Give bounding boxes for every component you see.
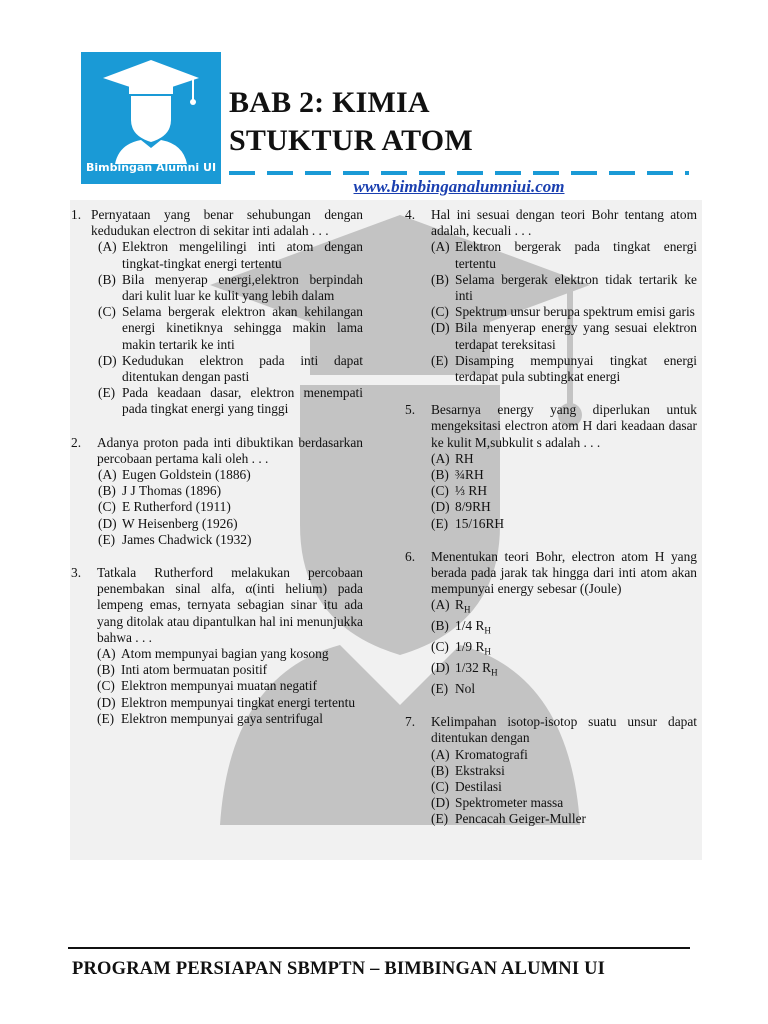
answer-option — [431, 239, 697, 271]
question-text: Hal ini sesuai dengan teori Bohr tentang atom adalah, kecuali . . . — [431, 207, 697, 239]
option-label: (B) — [431, 618, 449, 634]
answer-option — [431, 516, 697, 532]
answer-option — [98, 499, 363, 515]
logo-text: Bimbingan Alumni UI — [85, 161, 217, 174]
option-label: (A) — [97, 646, 116, 662]
option-label: (D) — [431, 499, 450, 515]
answer-option — [98, 239, 363, 271]
option-subscript: H — [491, 667, 498, 678]
question-5 — [405, 402, 697, 532]
option-label: (D) — [97, 694, 116, 710]
option-text: ⅓ RH — [455, 483, 487, 499]
answer-option — [431, 660, 697, 681]
answer-option — [431, 763, 697, 779]
answer-option — [98, 385, 363, 417]
question-text: Besarnya energy yang diperlukan untuk mengeksitasi electron atom H dari keadaan dasar ke kulit M,subkulit s adalah . . . — [431, 402, 697, 450]
question-text: Pernyataan yang benar sehubungan dengan kedudukan electron di sekitar inti adalah . . . — [91, 207, 363, 239]
answer-option — [98, 467, 363, 483]
option-text: W Heisenberg (1926) — [122, 515, 238, 531]
option-label: (B) — [97, 662, 115, 678]
option-label: (E) — [431, 811, 449, 827]
option-text: J J Thomas (1896) — [122, 483, 222, 499]
answer-option — [431, 795, 697, 811]
questions-right-column — [405, 207, 697, 845]
answer-option — [97, 662, 363, 678]
answer-option — [98, 353, 363, 385]
option-subscript: H — [484, 646, 491, 657]
option-label: (A) — [431, 239, 450, 255]
question-3 — [71, 565, 363, 727]
option-text — [455, 618, 697, 639]
option-label: (C) — [431, 778, 449, 794]
option-text: Elektron mempunyai gaya sentrifugal — [121, 710, 323, 726]
footer-text: PROGRAM PERSIAPAN SBMPTN – BIMBINGAN ALUMNI UI — [72, 959, 606, 979]
option-text: Elektron mengelilingi inti atom dengan tingkat-tingkat energi tertentu — [122, 239, 363, 271]
option-symbol: 1/9 R — [455, 639, 485, 655]
question-number: 2. — [71, 434, 82, 450]
option-symbol: R — [455, 597, 464, 613]
answer-option — [431, 353, 697, 385]
option-label: (A) — [431, 450, 450, 466]
option-text: Elektron mempunyai tingkat energi tertentu — [121, 694, 356, 710]
option-label: (D) — [98, 515, 117, 531]
option-label: (D) — [431, 320, 450, 336]
answer-option — [431, 597, 697, 618]
option-text: RH — [455, 450, 474, 466]
option-label: (E) — [98, 531, 116, 547]
option-label: (B) — [431, 271, 449, 287]
question-4 — [405, 207, 697, 385]
option-label: (B) — [431, 762, 449, 778]
option-subscript: H — [484, 626, 491, 637]
questions-left-column — [71, 207, 363, 744]
answer-option — [431, 451, 697, 467]
option-label: (B) — [98, 483, 116, 499]
answer-option — [431, 779, 697, 795]
option-text: 15/16RH — [455, 515, 505, 531]
option-text: Eugen Goldstein (1886) — [122, 467, 251, 483]
question-number: 4. — [405, 207, 416, 222]
answer-option — [98, 304, 363, 353]
answer-option — [431, 747, 697, 763]
website-link[interactable]: www.bimbinganalumniui.com — [353, 177, 565, 196]
option-label: (A) — [431, 597, 450, 613]
answer-option — [431, 272, 697, 304]
option-label: (D) — [98, 352, 117, 368]
option-text: ¾RH — [455, 467, 484, 483]
option-text: Destilasi — [455, 778, 502, 794]
question-1 — [71, 207, 363, 418]
option-symbol: 1/32 R — [455, 660, 492, 676]
question-number: 3. — [71, 565, 82, 581]
option-label: (C) — [431, 483, 449, 499]
answer-option — [98, 532, 363, 548]
option-text — [455, 597, 697, 618]
option-label: (D) — [431, 795, 450, 811]
option-label: (E) — [98, 385, 116, 401]
option-text: Kedudukan elektron pada inti dapat ditentukan dengan pasti — [122, 352, 363, 385]
answer-option — [431, 618, 697, 639]
answer-option — [431, 320, 697, 352]
option-text: Ekstraksi — [455, 762, 505, 778]
option-text: Nol — [455, 680, 476, 696]
option-label: (D) — [431, 660, 450, 676]
option-text: Spektrum unsur berupa spektrum emisi garis — [455, 304, 695, 320]
answer-option — [431, 499, 697, 515]
question-text: Kelimpahan isotop-isotop suatu unsur dapat ditentukan dengan — [431, 714, 697, 746]
option-text: Inti atom bermuatan positif — [121, 662, 268, 678]
option-label: (A) — [98, 467, 117, 483]
option-label: (C) — [431, 304, 449, 320]
option-text — [455, 639, 697, 660]
option-text: Elektron bergerak pada tingkat energi tertentu — [455, 239, 697, 271]
question-number: 6. — [405, 548, 416, 564]
option-label: (C) — [431, 639, 449, 655]
dashed-divider — [229, 170, 689, 176]
answer-option — [431, 639, 697, 660]
question-6 — [405, 549, 697, 697]
answer-option — [431, 467, 697, 483]
option-text: Pada keadaan dasar, elektron menempati pada tingkat energi yang tinggi — [122, 385, 363, 417]
answer-option — [431, 811, 697, 827]
question-text: Menentukan teori Bohr, electron atom H yang berada pada jarak tak hingga dari inti atom akan mempunyai energy sebesar ((Joule) — [431, 548, 697, 597]
option-label: (A) — [98, 239, 117, 255]
option-label: (C) — [98, 499, 116, 515]
option-text — [455, 660, 697, 681]
option-text: Disamping mempunyai tingkat energi terdapat pula subtingkat energi — [455, 352, 697, 385]
option-text: James Chadwick (1932) — [122, 531, 252, 547]
option-text: E Rutherford (1911) — [122, 499, 231, 515]
answer-option — [431, 681, 697, 697]
option-text: Selama bergerak elektron tidak tertarik ke inti — [455, 271, 697, 304]
question-2 — [71, 435, 363, 548]
chapter-subtitle: STUKTUR ATOM — [229, 124, 473, 157]
option-text: Atom mempunyai bagian yang kosong — [121, 646, 329, 662]
option-text: 8/9RH — [455, 499, 491, 515]
option-label: (B) — [431, 467, 449, 483]
option-text: Selama bergerak elektron akan kehilangan energi kinetiknya sehingga makin lama makin tertarik ke inti — [122, 304, 363, 352]
option-text: Spektrometer massa — [455, 795, 564, 811]
option-subscript: H — [463, 605, 471, 616]
answer-option — [431, 483, 697, 499]
option-text: Pencacah Geiger-Muller — [455, 811, 586, 827]
option-label: (A) — [431, 746, 450, 762]
option-text: Bila menyerap energy yang sesuai elektron terdapat tereksitasi — [455, 320, 697, 352]
question-7 — [405, 714, 697, 827]
option-text: Elektron mempunyai muatan negatif — [121, 678, 317, 694]
answer-option — [98, 516, 363, 532]
logo — [81, 52, 221, 184]
option-symbol: 1/4 R — [455, 618, 485, 634]
answer-option — [97, 711, 363, 727]
option-label: (E) — [431, 515, 449, 531]
question-text: Tatkala Rutherford melakukan percobaan penembakan sinal alfa, α(inti helium) pada lempeng emas, ternyata sebagian sinar itu ada yang ditolak atau dipantulkan hal ini menunjukka bahwa . . . — [97, 565, 363, 645]
option-label: (E) — [431, 680, 449, 696]
question-number: 5. — [405, 402, 416, 418]
question-number: 7. — [405, 714, 416, 730]
option-text: Kromatografi — [455, 746, 528, 762]
answer-option — [98, 272, 363, 304]
answer-option — [431, 304, 697, 320]
option-label: (E) — [97, 710, 115, 726]
answer-option — [98, 483, 363, 499]
option-text: Bila menyerap energi,elektron berpindah dari kulit luar ke kulit yang lebih dalam — [122, 271, 363, 304]
option-label: (B) — [98, 271, 116, 287]
question-text: Adanya proton pada inti dibuktikan berdasarkan percobaan pertama kali oleh . . . — [97, 434, 363, 466]
chapter-title: BAB 2: KIMIA — [229, 86, 430, 119]
answer-option — [97, 695, 363, 711]
option-label: (C) — [97, 678, 115, 694]
answer-option — [97, 678, 363, 694]
option-label: (E) — [431, 352, 449, 368]
answer-option — [97, 646, 363, 662]
option-label: (C) — [98, 304, 116, 320]
question-number: 1. — [71, 207, 82, 222]
footer-rule — [68, 947, 690, 949]
